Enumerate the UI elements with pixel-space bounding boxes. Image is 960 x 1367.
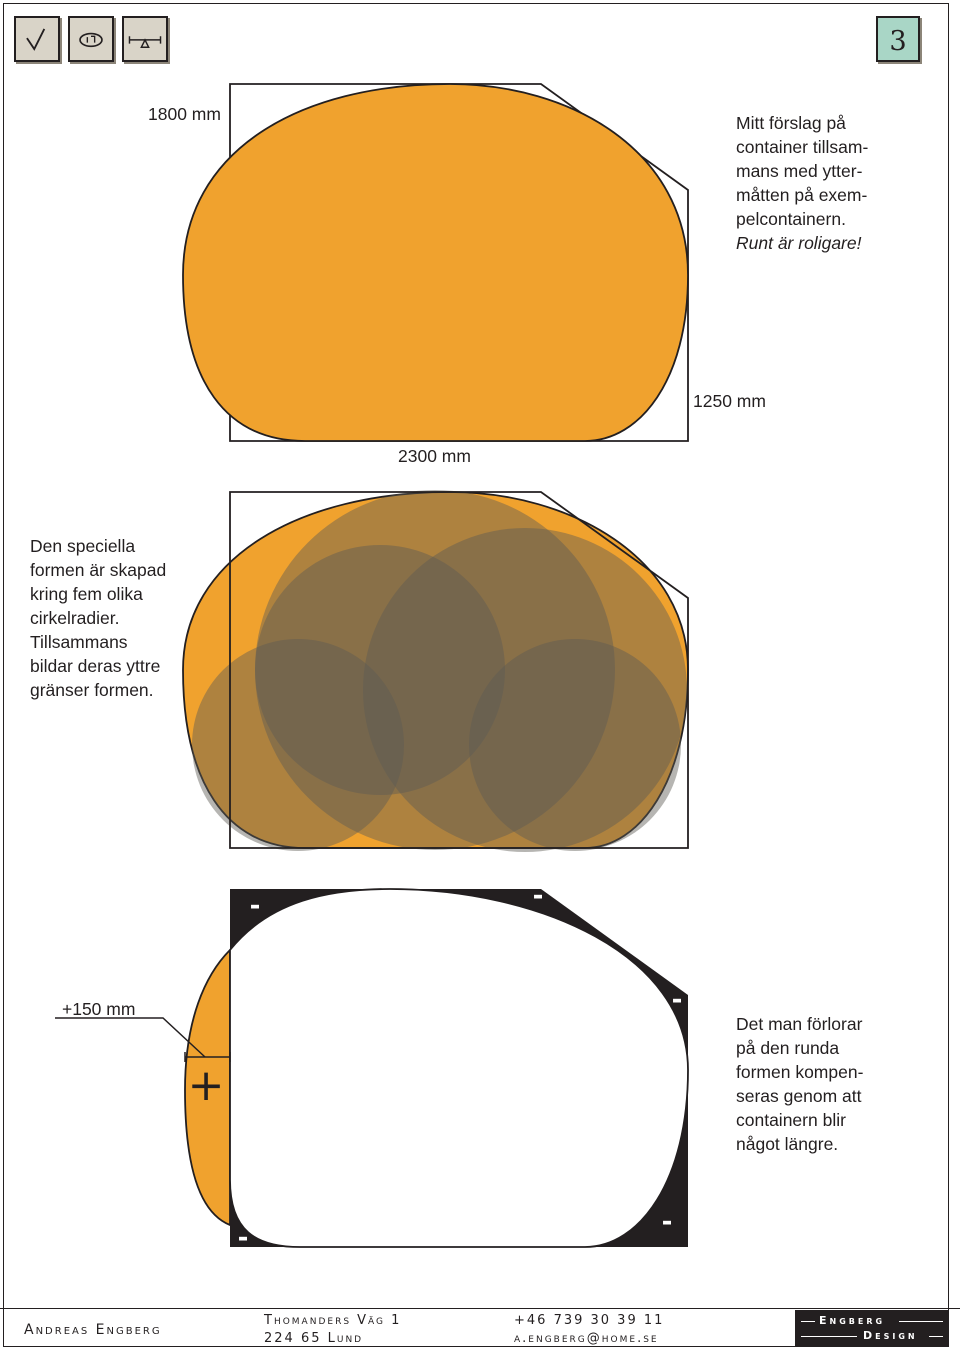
note-line: Den speciella: [30, 536, 136, 556]
street-address: Thomanders Väg 1: [264, 1313, 402, 1328]
note-line: formen kompen-: [736, 1062, 864, 1082]
phone-number: +46 739 30 39 11: [514, 1313, 665, 1328]
minus-sign: -: [661, 1207, 673, 1237]
circle-note: [30, 534, 166, 702]
circle-construction: [183, 490, 688, 852]
email-address: a.engberg@home.se: [514, 1331, 659, 1346]
note-line: container tillsam-: [736, 137, 869, 157]
construction-circle: [192, 639, 404, 851]
note-line: mans med ytter-: [736, 161, 863, 181]
compensation-note: [736, 1012, 863, 1156]
note-line: seras genom att: [736, 1086, 862, 1106]
note-line: formen är skapad: [30, 560, 167, 580]
round-container-shape: [183, 84, 688, 441]
note-line: cirkelradier.: [30, 608, 120, 628]
note-line: på den runda: [736, 1038, 840, 1058]
note-line: bildar deras yttre: [30, 656, 161, 676]
note-line: Tillsammans: [30, 632, 128, 652]
plus-sign: +: [187, 1060, 225, 1111]
leader-line: [55, 1018, 205, 1057]
note-line: pelcontainern.: [736, 209, 846, 229]
logo-line-2: Design: [863, 1329, 918, 1342]
author-name: Andreas Engberg: [24, 1322, 162, 1338]
note-line: gränser formen.: [30, 680, 154, 700]
height-dimension: 1800 mm: [148, 104, 221, 124]
extra-length-dimension: +150 mm: [62, 999, 136, 1019]
minus-sign: -: [249, 891, 261, 921]
round-shape-white: [230, 889, 688, 1247]
minus-sign: -: [671, 985, 683, 1015]
note-line: Det man förlorar: [736, 1014, 863, 1034]
proposal-note: [736, 111, 868, 255]
width-dimension: 2300 mm: [398, 446, 471, 466]
container-top-view: [183, 84, 688, 441]
engberg-design-logo: [795, 1310, 949, 1347]
note-line: containern blir: [736, 1110, 846, 1130]
note-line: något längre.: [736, 1134, 839, 1154]
note-line: Mitt förslag på: [736, 113, 846, 133]
page-number: 3: [889, 25, 907, 57]
depth-dimension: 1250 mm: [693, 391, 766, 411]
logo-line-1: Engberg: [819, 1314, 886, 1327]
city-address: 224 65 Lund: [264, 1331, 364, 1346]
note-line: måtten på exem-: [736, 185, 868, 205]
note-italic-line: Runt är roligare!: [736, 233, 862, 253]
note-line: kring fem olika: [30, 584, 143, 604]
minus-sign: -: [237, 1223, 249, 1253]
gain-loss-comparison: [55, 881, 688, 1253]
construction-circle: [469, 639, 681, 851]
minus-sign: -: [532, 881, 544, 911]
